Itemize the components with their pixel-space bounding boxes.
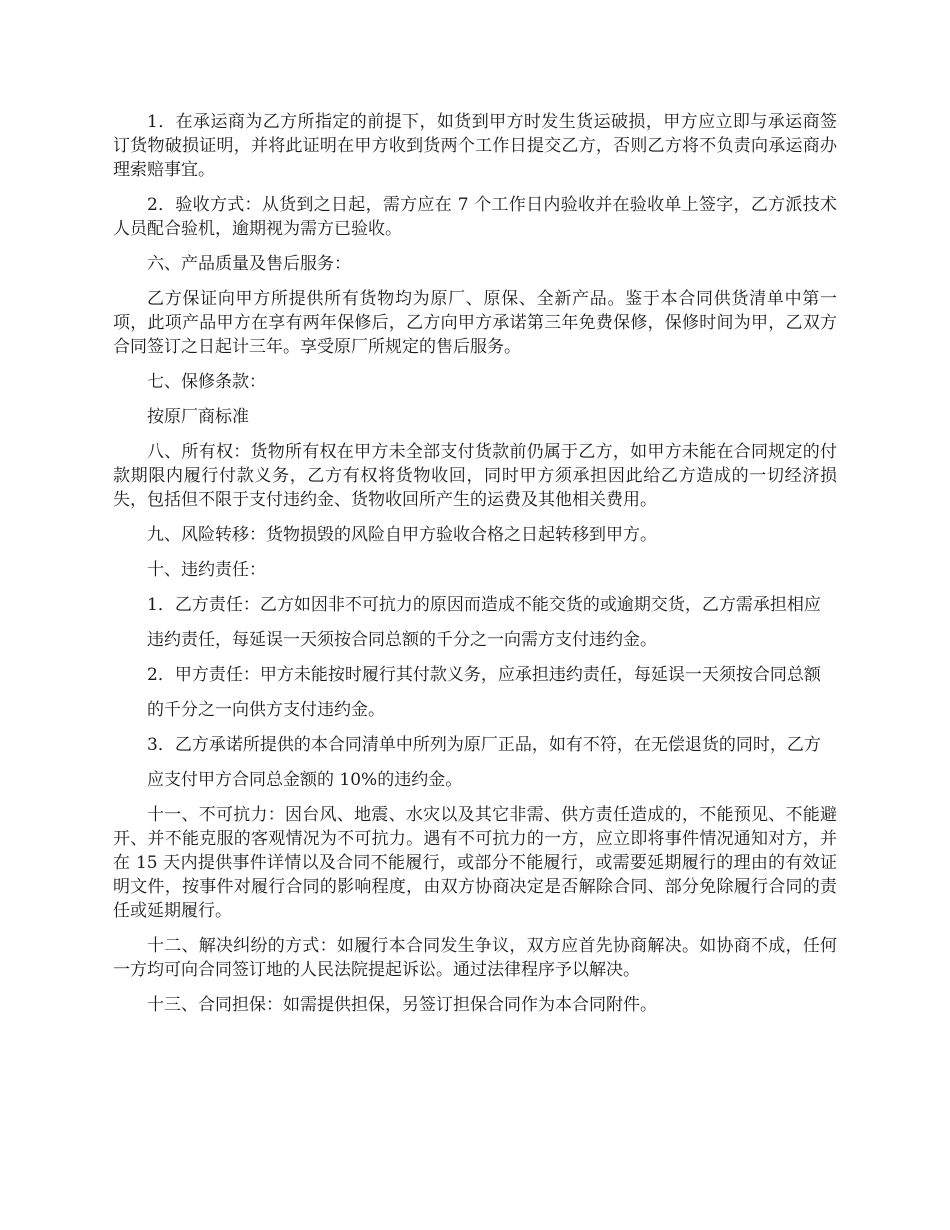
paragraph-quality-guarantee: 乙方保证向甲方所提供所有货物均为原厂、原保、全新产品。鉴于本合同供货清单中第一项，此项产品甲方在享有两年保修后，乙方向甲方承诺第三年免费保修，保修时间为甲，乙双方合同签订之日起计三年。享受原厂所规定的售后服务。: [113, 289, 837, 357]
paragraph-ownership: 八、所有权：货物所有权在甲方未全部支付货款前仍属于乙方，如甲方未能在合同规定的付款期限内履行付款义务，乙方有权将货物收回，同时甲方须承担因此给乙方造成的一切经济损失，包括但不限于支付违约金、货物收回所产生的运费及其他相关费用。: [113, 442, 837, 510]
paragraph-party-a-liability: 2．甲方责任：甲方未能按时履行其付款义务，应承担违约责任，每延误一天须按合同总额: [147, 665, 821, 685]
paragraph-risk-transfer: 九、风险转移：货物损毁的风险自甲方验收合格之日起转移到甲方。: [147, 525, 657, 545]
paragraph-party-a-liability-cont: 的千分之一向供方支付违约金。: [147, 700, 385, 720]
paragraph-force-majeure: 十一、不可抗力：因台风、地震、水灾以及其它非需、供方责任造成的，不能预见、不能避开、并不能克服的客观情况为不可抗力。遇有不可抗力的一方，应立即将事件情况通知对方，并在 15 天内提供事件详情以及合同不能履行，或部分不能履行，或需要延期履行的理由的有效证明文件，按事件对履行合同的影响程度，由双方协商决定是否解除合同、部分免除履行合同的责任或延期履行。: [113, 805, 837, 921]
paragraph-genuine-guarantee-cont: 应支付甲方合同总金额的 10%的违约金。: [147, 770, 463, 790]
paragraph-contract-guarantee: 十三、合同担保：如需提供担保，另签订担保合同作为本合同附件。: [147, 995, 657, 1015]
paragraph-party-b-liability-cont: 违约责任，每延误一天须按合同总额的千分之一向需方支付违约金。: [147, 630, 657, 650]
section-heading-warranty: 七、保修条款：: [147, 372, 266, 392]
paragraph-dispute-resolution: 十二、解决纠纷的方式：如履行本合同发生争议，双方应首先协商解决。如协商不成，任何一方均可向合同签订地的人民法院提起诉讼。通过法律程序予以解决。: [113, 936, 837, 980]
paragraph-damage-claim: 1．在承运商为乙方所指定的前提下，如货到甲方时发生货运破损，甲方应立即与承运商签订货物破损证明，并将此证明在甲方收到货两个工作日提交乙方，否则乙方将不负责向承运商办理索赔事宜。: [113, 112, 837, 180]
section-heading-liability: 十、违约责任：: [147, 560, 266, 580]
paragraph-genuine-guarantee: 3．乙方承诺所提供的本合同清单中所列为原厂正品，如有不符，在无偿退货的同时，乙方: [147, 735, 821, 755]
paragraph-warranty-standard: 按原厂商标准: [147, 407, 249, 427]
document-page: [113, 110, 837, 1028]
paragraph-acceptance-method: 2．验收方式：从货到之日起，需方应在 7 个工作日内验收并在验收单上签字，乙方派技术人员配合验机，逾期视为需方已验收。: [113, 195, 837, 239]
paragraph-party-b-liability: 1．乙方责任：乙方如因非不可抗力的原因而造成不能交货的或逾期交货，乙方需承担相应: [147, 595, 821, 615]
section-heading-quality-service: 六、产品质量及售后服务：: [147, 254, 351, 274]
